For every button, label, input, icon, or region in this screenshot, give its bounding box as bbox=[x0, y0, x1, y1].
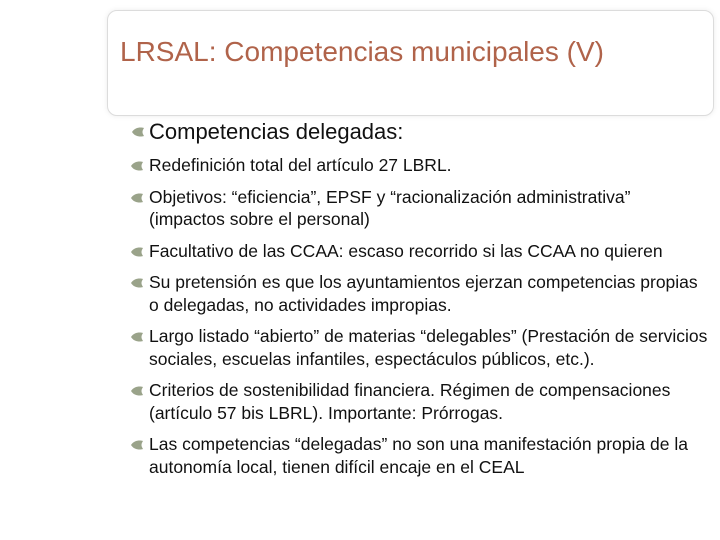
list-item bbox=[0, 325, 720, 370]
section-heading-text: Competencias delegadas: bbox=[149, 119, 404, 144]
teardrop-bullet-icon bbox=[131, 126, 145, 138]
teardrop-bullet-icon bbox=[130, 439, 144, 451]
list-item-text: Redefinición total del artículo 27 LBRL. bbox=[149, 155, 452, 175]
section-heading bbox=[0, 118, 720, 146]
slide-content bbox=[0, 118, 720, 487]
list-item-text: Largo listado “abierto” de materias “delegables” (Prestación de servicios sociales, escuelas infantiles, espectáculos públicos, etc.). bbox=[149, 326, 708, 369]
list-item-text: Las competencias “delegadas” no son una manifestación propia de la autonomía local, tienen difícil encaje en el CEAL bbox=[149, 434, 688, 477]
list-item bbox=[0, 186, 720, 231]
teardrop-bullet-icon bbox=[130, 277, 144, 289]
teardrop-bullet-icon bbox=[130, 192, 144, 204]
list-item bbox=[0, 271, 720, 316]
list-item-text: Facultativo de las CCAA: escaso recorrido si las CCAA no quieren bbox=[149, 240, 663, 261]
list-item-text: Criterios de sostenibilidad financiera. Régimen de compensaciones (artículo 57 bis LBRL). Importante: Prórrogas. bbox=[149, 380, 671, 423]
list-item bbox=[0, 379, 720, 424]
list-item bbox=[0, 240, 720, 263]
list-item bbox=[0, 433, 720, 478]
list-item-text: Su pretensión es que los ayuntamientos ejerzan competencias propias o delegadas, no actividades impropias. bbox=[149, 272, 698, 315]
list-item bbox=[0, 154, 720, 177]
teardrop-bullet-icon bbox=[130, 160, 144, 172]
slide-title: LRSAL: Competencias municipales (V) bbox=[120, 36, 604, 67]
teardrop-bullet-icon bbox=[130, 246, 144, 258]
list-item-text: Objetivos: “eficiencia”, EPSF y “racionalización administrativa” (impactos sobre el personal) bbox=[149, 186, 631, 229]
teardrop-bullet-icon bbox=[130, 331, 144, 343]
teardrop-bullet-icon bbox=[130, 385, 144, 397]
